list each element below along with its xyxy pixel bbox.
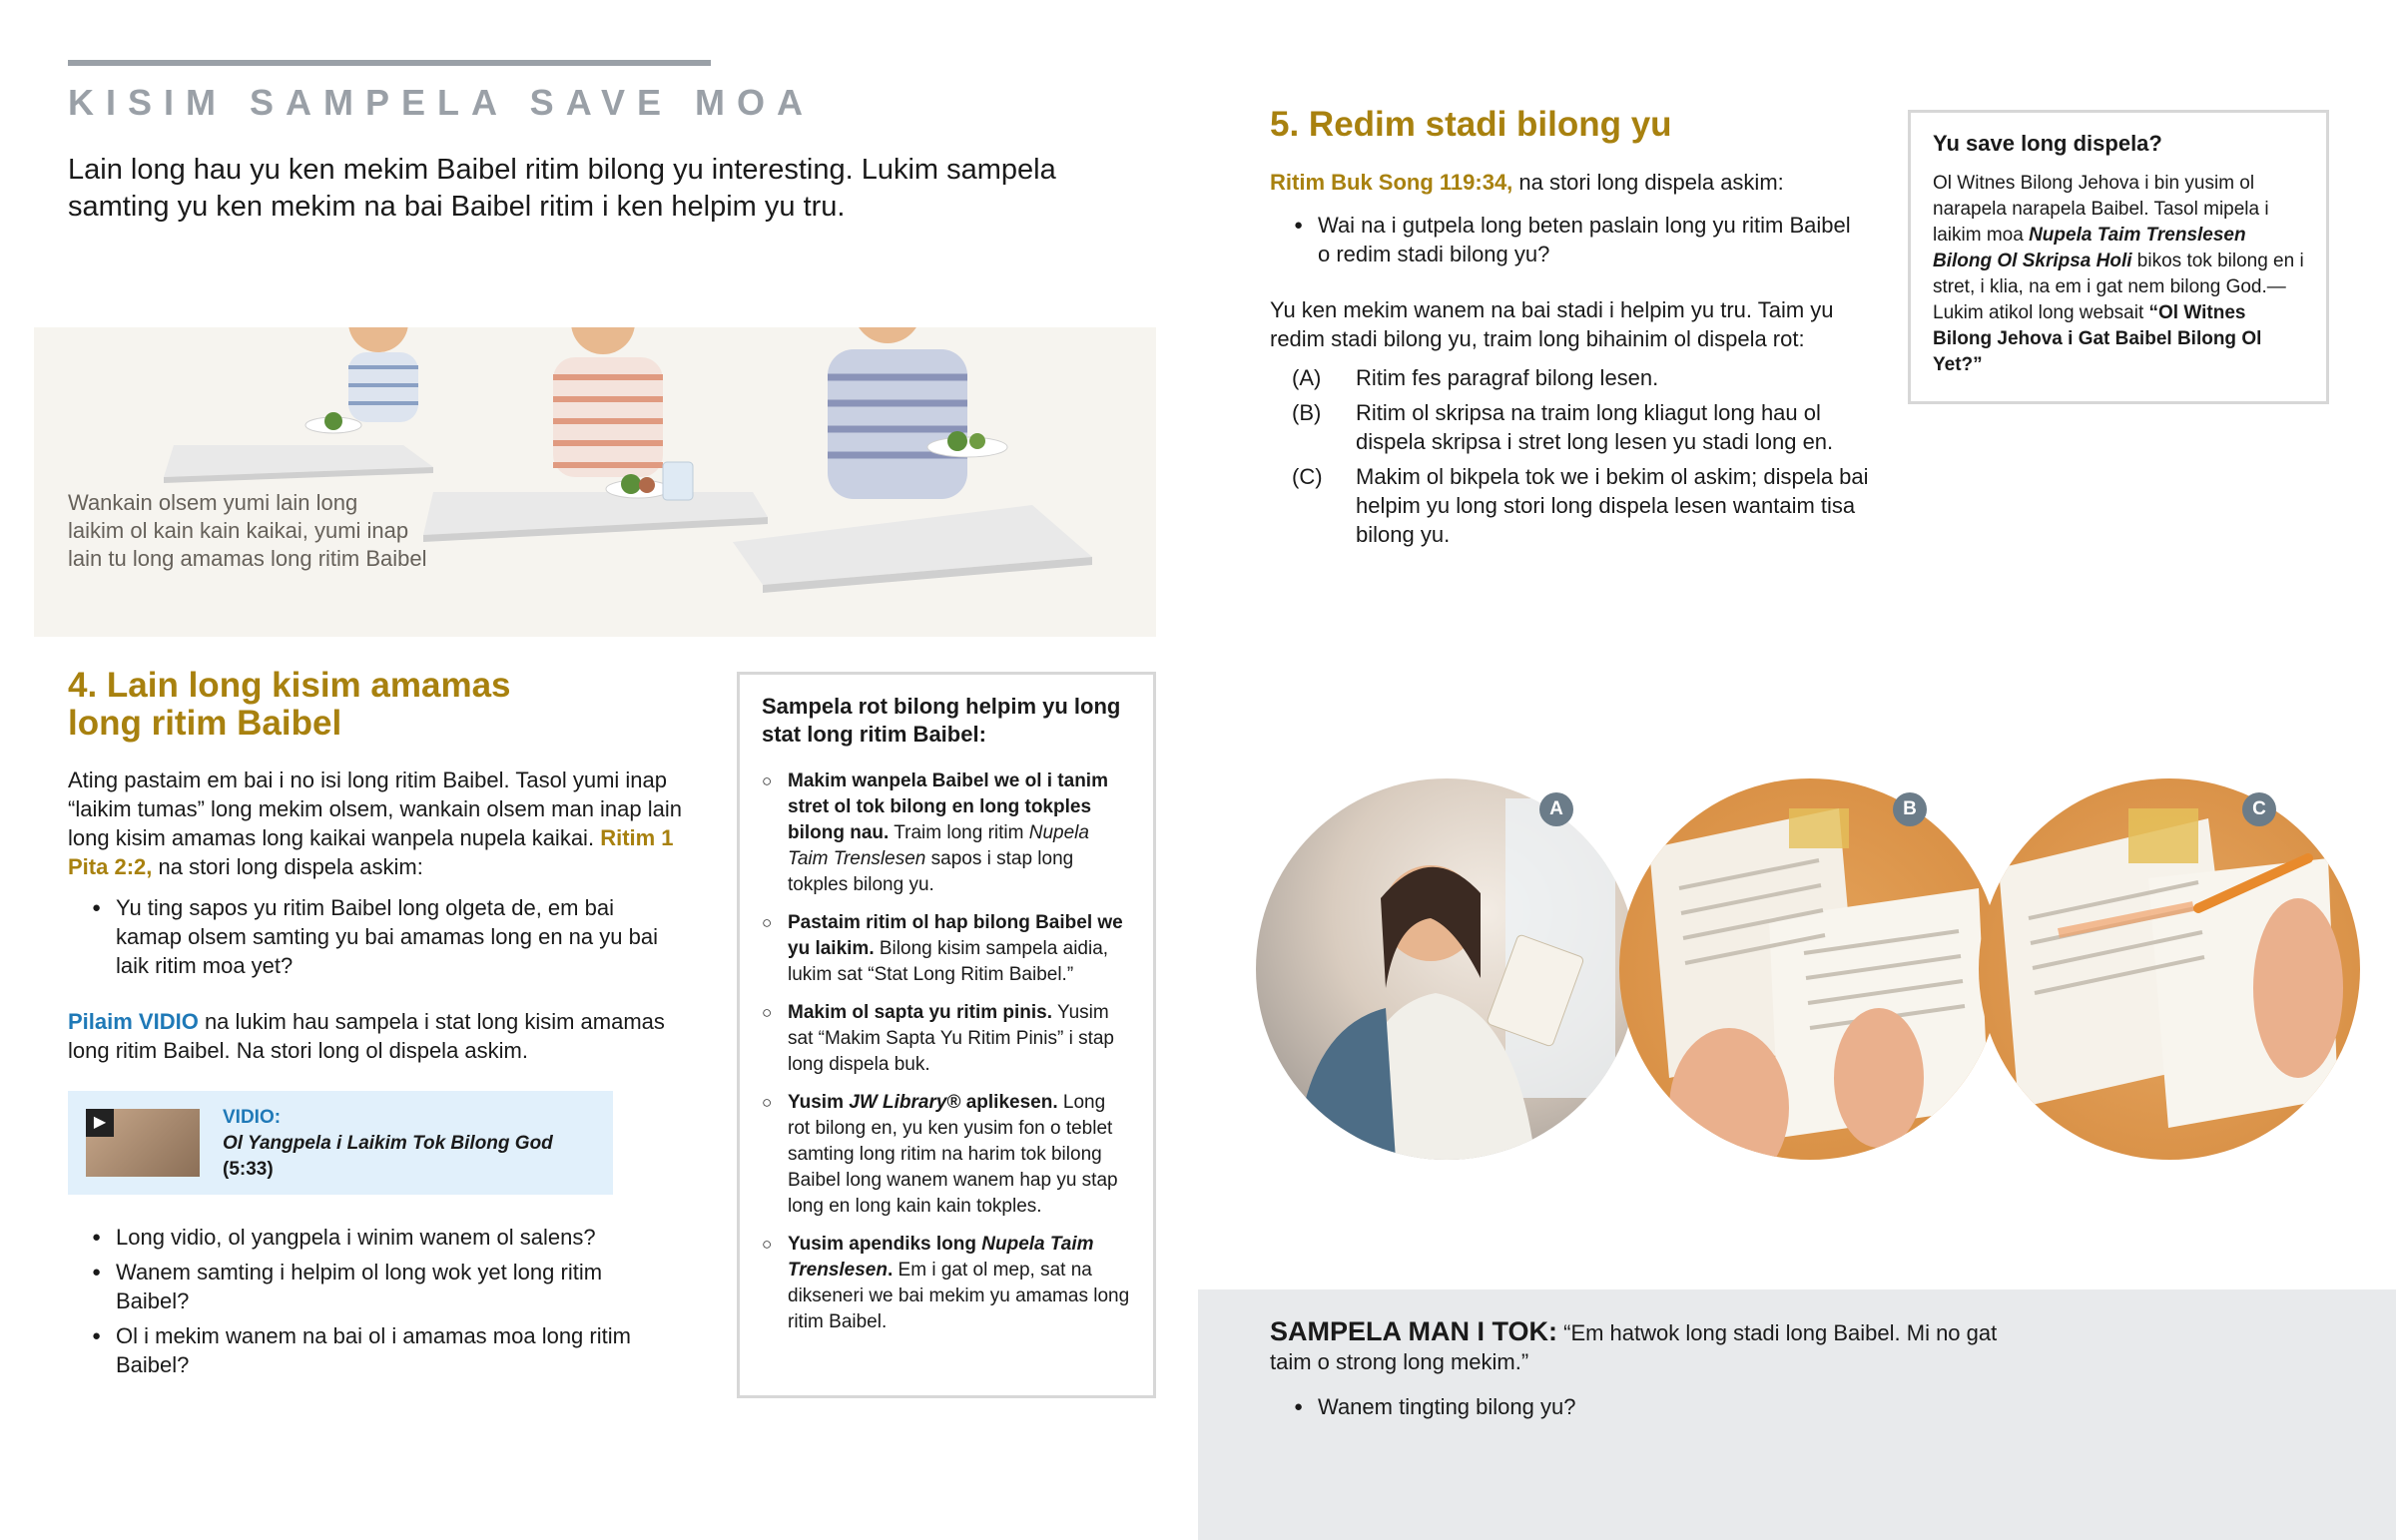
tip-bold: Pastaim ritim ol hap bilong Baibel we yu laikim. — [788, 912, 1123, 959]
tip-text: Yusim sat “Makim Sapta Yu Ritim Pinis” i stap long dispela buk. — [788, 1002, 1114, 1075]
video-instruction-text: na lukim hau sampela i stat long kisim amamas long ritim Baibel. Na stori long ol dispela askim. — [68, 1009, 665, 1063]
discussion-question: ● Ol i mekim wanem na bai ol i amamas moa long ritim Baibel? — [68, 1321, 647, 1379]
discussion-question: ● Yu ting sapos yu ritim Baibel long olgeta de, em bai kamap olsem samting yu bai amamas long en na yu bai laik ritim moa yet? — [68, 893, 667, 980]
box-text: bikos tok bilong en i stret, i klia, na em i gat nem bilong God.—Lukim atikol long websait — [1933, 251, 2304, 323]
section-4-heading — [68, 667, 727, 743]
option-key: (C) — [1292, 464, 1323, 489]
tip-text: sapos i stap long tokples bilong yu. — [788, 848, 1074, 895]
scripture-reference[interactable]: Ritim Buk Song 119:34, — [1270, 170, 1513, 195]
discussion-question: ● Long vidio, ol yangpela i winim wanem ol salens? — [68, 1223, 647, 1252]
option-text: Ritim fes paragraf bilong lesen. — [1356, 365, 1659, 390]
did-you-know-text — [1933, 171, 2304, 378]
tip-bold: . — [887, 1260, 894, 1281]
video-card[interactable] — [68, 1091, 613, 1195]
quote-bullets — [1270, 1392, 1869, 1427]
study-options — [1292, 363, 1871, 555]
option-key: (A) — [1292, 365, 1322, 390]
section-5-bullets — [1270, 211, 1859, 274]
caption-line: lain tu long amamas long ritim Baibel — [68, 546, 427, 571]
play-icon[interactable]: ▶ — [86, 1109, 114, 1137]
tip-item — [762, 1000, 1131, 1078]
option-b — [1292, 398, 1871, 456]
three-boys-eating-image — [34, 327, 1156, 637]
marking-bible-image — [1979, 778, 2360, 1160]
section-4-paragraph — [68, 766, 707, 881]
tip-bold: ® aplikesen. — [946, 1092, 1058, 1113]
quote-text: “Em hatwok long stadi long Baibel. Mi no gat taim o strong long mekim.” — [1270, 1320, 1998, 1374]
tip-bold-italic: Nupela Taim Trenslesen — [788, 1234, 1094, 1281]
video-title[interactable]: Ol Yangpela i Laikim Tok Bilong God — [223, 1133, 553, 1154]
tips-list — [762, 769, 1131, 1335]
heading-line: 4. Lain long kisim amamas — [68, 666, 511, 705]
section-5-heading: 5. Redim stadi bilong yu — [1270, 105, 1672, 144]
top-rule — [68, 60, 711, 66]
heading-line: long ritim Baibel — [68, 704, 342, 743]
section-5-reference-line — [1270, 168, 1869, 197]
open-bible-image — [1619, 778, 2001, 1160]
tip-bold: Yusim apendiks long — [788, 1234, 982, 1255]
badge-c: C — [2242, 792, 2276, 826]
option-text: Makim ol bikpela tok we i bekim ol askim; dispela bai helpim yu long stori long dispela lesen wantaim tisa bilong yu. — [1356, 464, 1869, 547]
reference-text: na stori long dispela askim: — [152, 854, 423, 879]
tip-bold: Makim ol sapta yu ritim pinis. — [788, 1002, 1053, 1023]
video-label: VIDIO: — [223, 1107, 282, 1128]
bible-title: Nupela Taim Trenslesen Bilong Ol Skripsa Holi — [1933, 225, 2246, 271]
option-text: Ritim ol skripsa na traim long kliagut long hau ol dispela skripsa i stret long lesen yu stadi long en. — [1356, 400, 1834, 454]
video-info — [223, 1105, 553, 1183]
illustration-a — [1256, 778, 1637, 1160]
video-instruction — [68, 1007, 707, 1065]
tip-item — [762, 1090, 1131, 1220]
tip-text: Long rot bilong en, yu ken yusim fon o teblet samting long ritim na harim tok bilong Baibel long wanem wanem hap yu stap long en long kain kain tokples. — [788, 1092, 1118, 1217]
scripture-reference[interactable]: Ritim 1 Pita 2:2, — [68, 825, 674, 879]
quote-label: SAMPELA MAN I TOK: — [1270, 1316, 1557, 1346]
illustration-c — [1979, 778, 2360, 1160]
discussion-question: ● Wanem samting i helpim ol long wok yet long ritim Baibel? — [68, 1258, 647, 1315]
badge-a: A — [1539, 792, 1573, 826]
option-a — [1292, 363, 1871, 392]
play-video-link[interactable]: Pilaim VIDIO — [68, 1009, 199, 1034]
badge-b: B — [1893, 792, 1927, 826]
article-link[interactable]: “Ol Witnes Bilong Jehova i Gat Baibel Bilong Ol Yet?” — [1933, 302, 2262, 375]
objection-quote — [1270, 1317, 2029, 1376]
tip-text: Em i gat ol mep, sat na dikseneri we bai mekim yu amamas long ritim Baibel. — [788, 1260, 1130, 1332]
tip-bold-italic: JW Library — [849, 1092, 947, 1113]
section-kicker: KISIM SAMPELA SAVE MOA — [68, 82, 816, 123]
discussion-question: ● Wanem tingting bilong yu? — [1270, 1392, 1869, 1421]
video-thumbnail[interactable] — [86, 1109, 200, 1177]
video-duration: (5:33) — [223, 1159, 274, 1180]
section-4-bullets — [68, 893, 667, 986]
tip-item — [762, 1232, 1131, 1335]
reference-text: na stori long dispela askim: — [1512, 170, 1784, 195]
eating-illustration — [34, 327, 1156, 637]
did-you-know-box — [1908, 110, 2329, 404]
video-questions — [68, 1223, 647, 1385]
girl-reading-image — [1256, 778, 1637, 1160]
discussion-question: ● Wai na i gutpela long beten paslain long yu ritim Baibel o redim stadi bilong yu? — [1270, 211, 1859, 268]
image-caption — [68, 489, 447, 573]
option-c — [1292, 462, 1871, 549]
paragraph-text: Ating pastaim em bai i no isi long ritim Baibel. Tasol yumi inap “laikim tumas” long mekim olsem, wankain olsem man inap lain long kisim amamas long kaikai wanpela nupela kaikai. — [68, 768, 683, 850]
tip-item — [762, 910, 1131, 988]
tip-text: Bilong kisim sampela aidia, lukim sat “Stat Long Ritim Baibel.” — [788, 938, 1109, 985]
tip-bold: Makim wanpela Baibel we ol i tanim stret ol tok bilong en long tokples bilong nau. — [788, 770, 1108, 843]
tips-heading: Sampela rot bilong helpim yu long stat long ritim Baibel: — [762, 694, 1121, 747]
tip-text: Traim long ritim — [889, 822, 1029, 843]
illustration-b — [1619, 778, 2001, 1160]
caption-line: laikim ol kain kain kaikai, yumi inap — [68, 518, 409, 543]
tip-bold: Yusim — [788, 1092, 850, 1113]
did-you-know-heading: Yu save long dispela? — [1933, 131, 2162, 156]
caption-line: Wankain olsem yumi lain long — [68, 490, 358, 515]
tips-box — [737, 672, 1156, 1398]
tip-italic: Nupela Taim Trenslesen — [788, 822, 1089, 869]
box-text: Ol Witnes Bilong Jehova i bin yusim ol narapela narapela Baibel. Tasol mipela i laikim moa — [1933, 173, 2269, 246]
intro-paragraph: Lain long hau yu ken mekim Baibel ritim bilong yu interesting. Lukim sampela samting yu ken mekim na bai Baibel ritim i ken helpim yu tru. — [68, 154, 1056, 223]
tip-item — [762, 769, 1131, 898]
option-key: (B) — [1292, 400, 1322, 425]
section-5-paragraph: Yu ken mekim wanem na bai stadi i helpim yu tru. Taim yu redim stadi bilong yu, traim long bihainim ol dispela rot: — [1270, 297, 1834, 351]
